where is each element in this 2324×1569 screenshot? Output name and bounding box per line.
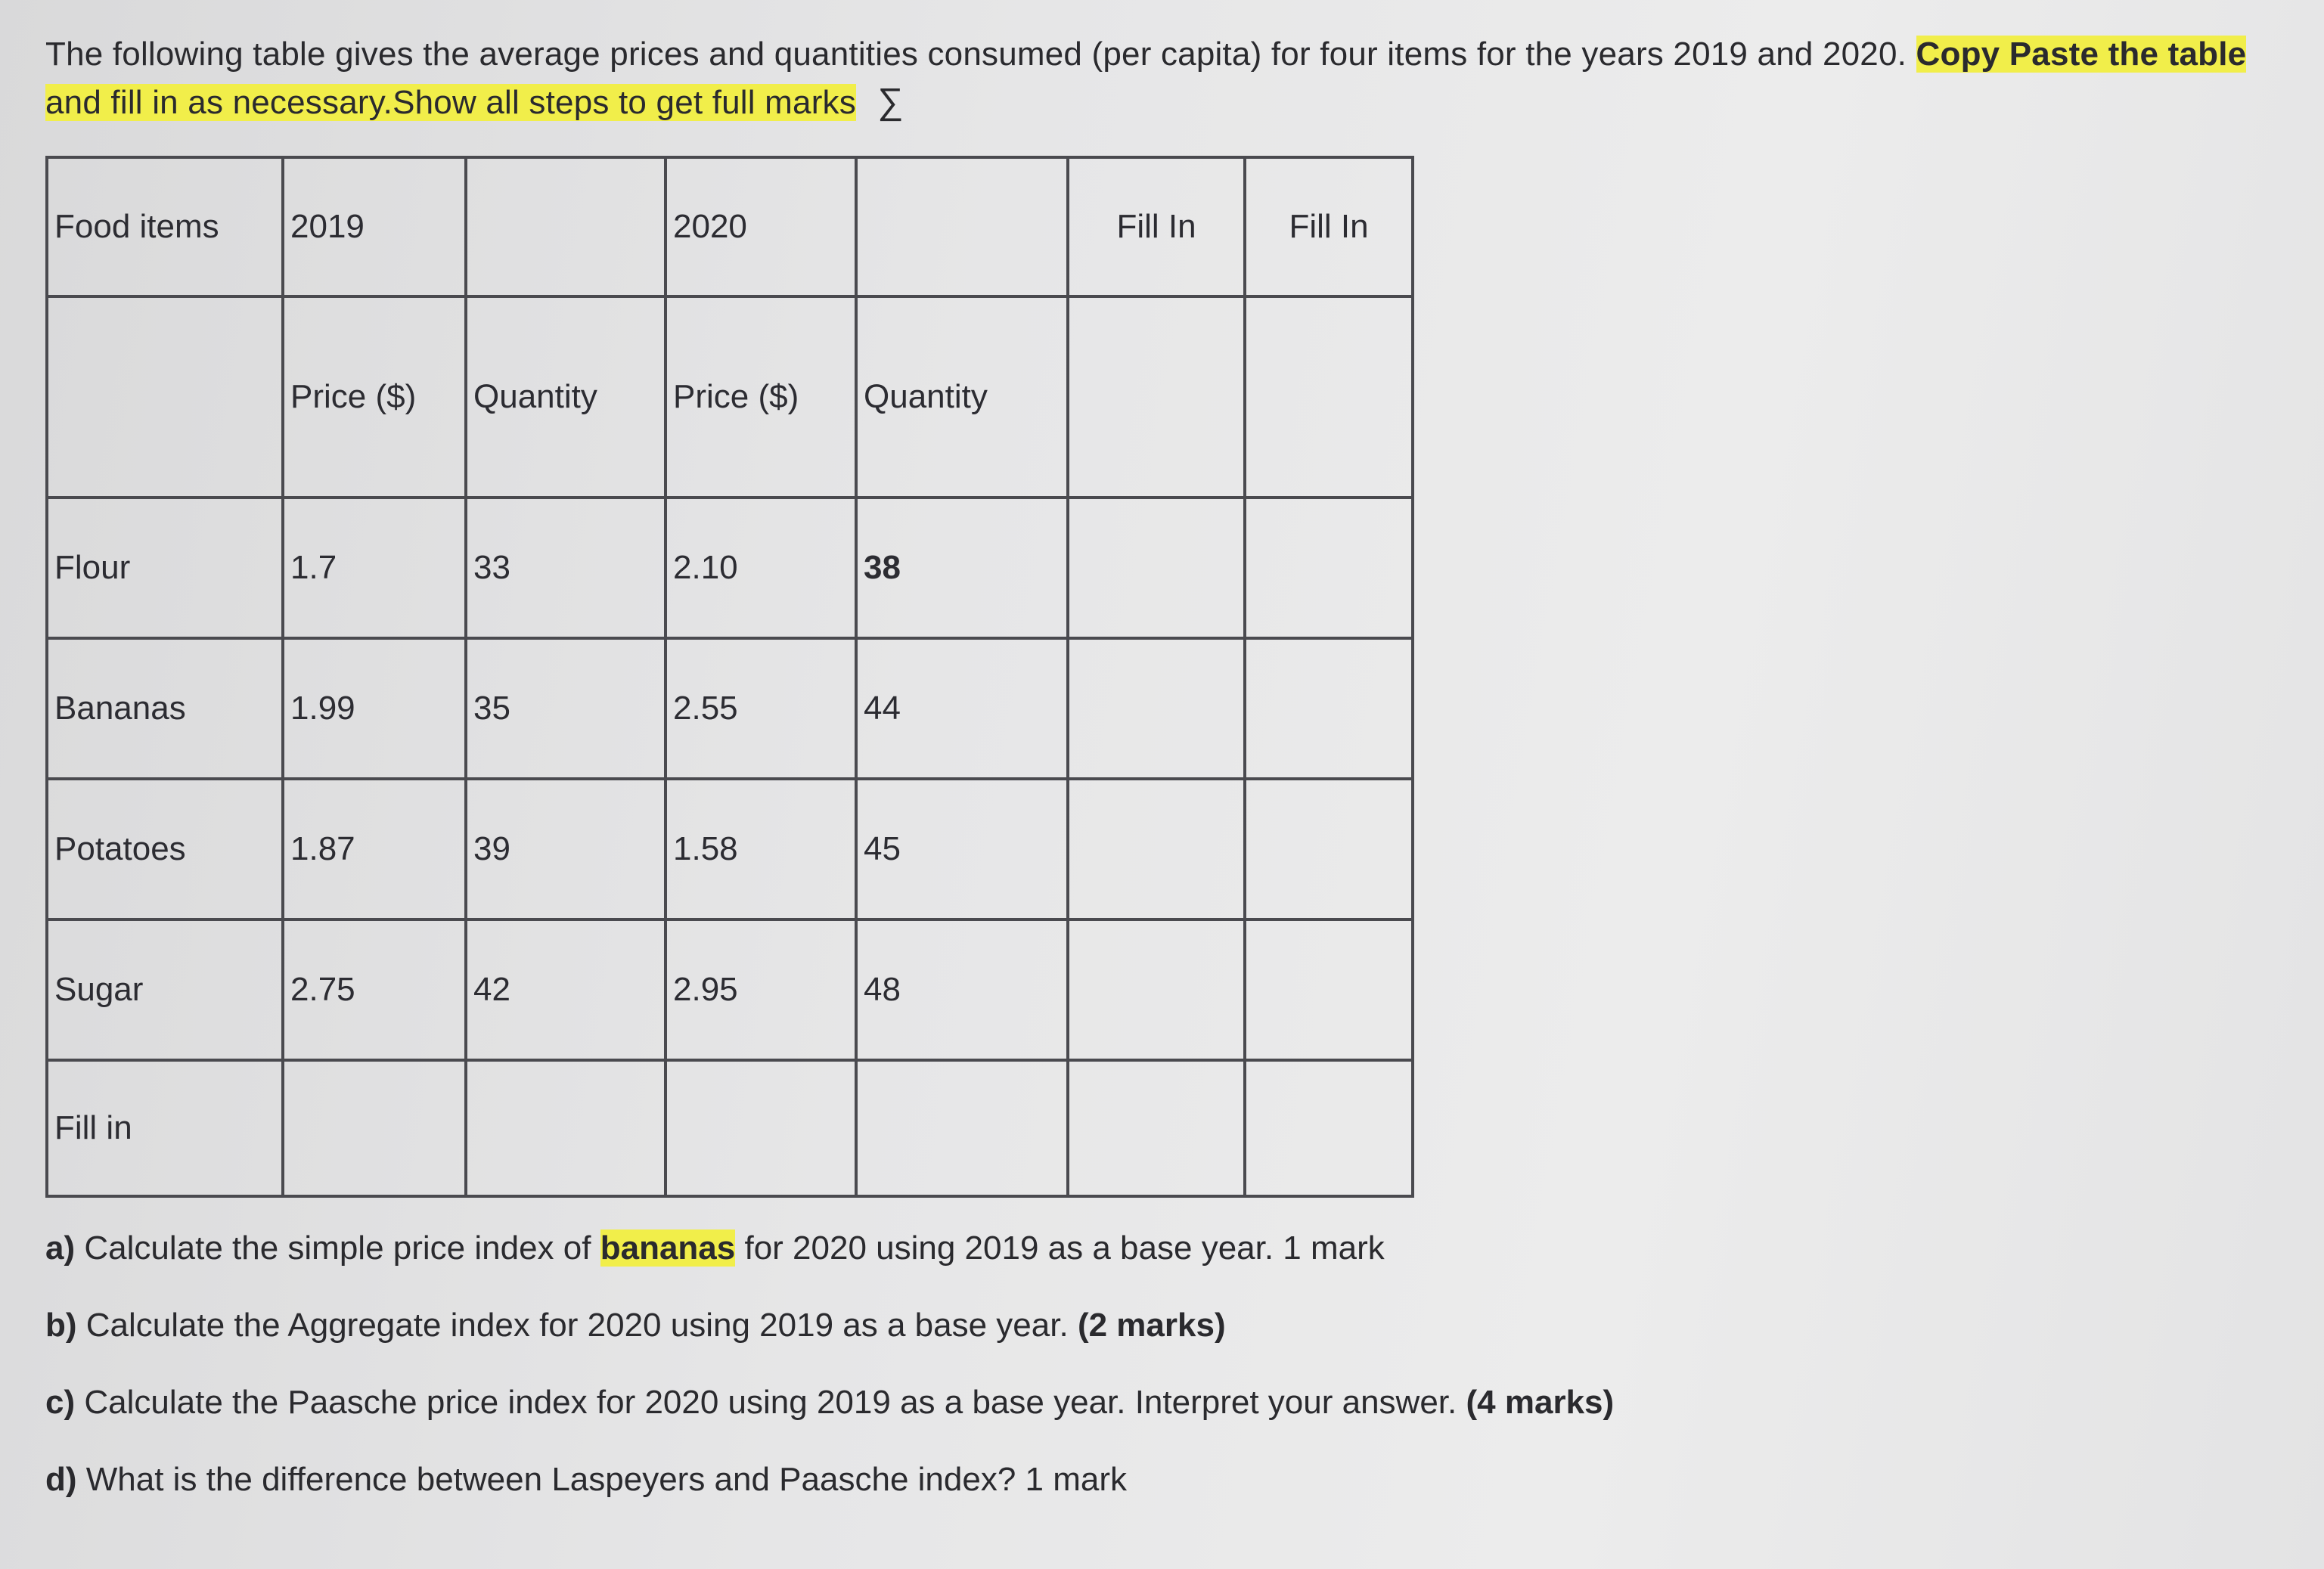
cell-item[interactable]: Flour [47,498,283,638]
question-marks: (4 marks) [1466,1384,1615,1421]
question-c [45,1364,2284,1441]
question-highlight: bananas [600,1229,736,1267]
header-2020[interactable]: 2020 [666,157,856,296]
table-row-flour [47,498,1413,638]
instructions-text: The following table gives the average prices and quantities consumed (per capita) for four items for the years 2019 and 2020. [45,36,1907,73]
table-header-row [47,157,1413,296]
subheader-quantity-2020[interactable]: Quantity [856,296,1068,498]
cell-fill-in[interactable] [466,1060,666,1196]
question-letter: d) [45,1461,77,1498]
cell-price-2020[interactable]: 2.55 [666,638,856,779]
cell-fill-in[interactable] [1068,498,1245,638]
question-text: What is the difference between Laspeyers and Paasche index? 1 mark [85,1461,1127,1498]
table-row-potatoes [47,779,1413,919]
sigma-icon[interactable]: ∑ [877,82,904,122]
cell-quantity-2019[interactable]: 33 [466,498,666,638]
cell-fill-in[interactable] [1068,638,1245,779]
question-text: Calculate the Aggregate index for 2020 using 2019 as a base year. [85,1307,1069,1344]
cell-fill-in[interactable] [1068,779,1245,919]
instructions-paragraph [45,30,2299,127]
cell-price-2019[interactable]: 1.7 [283,498,466,638]
header-empty[interactable] [856,157,1068,296]
header-fill-in[interactable]: Fill In [1245,157,1413,296]
question-letter: c) [45,1384,76,1421]
cell-fill-in[interactable] [856,1060,1068,1196]
cell-quantity-2019[interactable]: 35 [466,638,666,779]
cell-item[interactable]: Potatoes [47,779,283,919]
subheader-empty[interactable] [1245,296,1413,498]
header-2019[interactable]: 2019 [283,157,466,296]
table-row-fill-in [47,1060,1413,1196]
question-b [45,1287,2284,1364]
header-empty[interactable] [466,157,666,296]
cell-fill-in[interactable] [1068,919,1245,1060]
cell-fill-in[interactable] [1245,779,1413,919]
questions-list [45,1210,2284,1518]
question-text: for 2020 using 2019 as a base year. 1 mark [744,1229,1385,1267]
cell-fill-in[interactable] [1245,638,1413,779]
question-d [45,1441,2284,1518]
question-marks: (2 marks) [1077,1307,1226,1344]
cell-quantity-2020[interactable]: 38 [856,498,1068,638]
subheader-price-2020[interactable]: Price ($) [666,296,856,498]
cell-fill-in[interactable] [283,1060,466,1196]
cell-quantity-2019[interactable]: 42 [466,919,666,1060]
instructions-highlight-bold: Copy Paste the table [1916,36,2247,73]
cell-item[interactable]: Bananas [47,638,283,779]
cell-fill-in[interactable] [1245,498,1413,638]
question-letter: a) [45,1229,76,1267]
cell-quantity-2020[interactable]: 44 [856,638,1068,779]
price-quantity-table [45,156,1414,1198]
header-food-items[interactable]: Food items [47,157,283,296]
cell-fill-in[interactable] [666,1060,856,1196]
subheader-price-2019[interactable]: Price ($) [283,296,466,498]
question-a [45,1210,2284,1287]
subheader-empty[interactable] [1068,296,1245,498]
cell-quantity-2020[interactable]: 45 [856,779,1068,919]
cell-price-2019[interactable]: 1.99 [283,638,466,779]
header-fill-in[interactable]: Fill In [1068,157,1245,296]
table-row-bananas [47,638,1413,779]
cell-price-2019[interactable]: 2.75 [283,919,466,1060]
cell-quantity-2020[interactable]: 48 [856,919,1068,1060]
instructions-highlight: and fill in as necessary.Show all steps to get full marks [45,84,856,121]
cell-fill-in-label[interactable]: Fill in [47,1060,283,1196]
cell-price-2020[interactable]: 2.95 [666,919,856,1060]
cell-quantity-2019[interactable]: 39 [466,779,666,919]
question-text: Calculate the simple price index of [84,1229,591,1267]
cell-fill-in[interactable] [1068,1060,1245,1196]
table-row-sugar [47,919,1413,1060]
cell-fill-in[interactable] [1245,1060,1413,1196]
question-text: Calculate the Paasche price index for 2020 using 2019 as a base year. Interpret your answer. [84,1384,1457,1421]
question-letter: b) [45,1307,77,1344]
cell-price-2020[interactable]: 1.58 [666,779,856,919]
cell-item[interactable]: Sugar [47,919,283,1060]
cell-price-2020[interactable]: 2.10 [666,498,856,638]
subheader-empty[interactable] [47,296,283,498]
subheader-quantity-2019[interactable]: Quantity [466,296,666,498]
cell-fill-in[interactable] [1245,919,1413,1060]
table-subheader-row [47,296,1413,498]
cell-price-2019[interactable]: 1.87 [283,779,466,919]
